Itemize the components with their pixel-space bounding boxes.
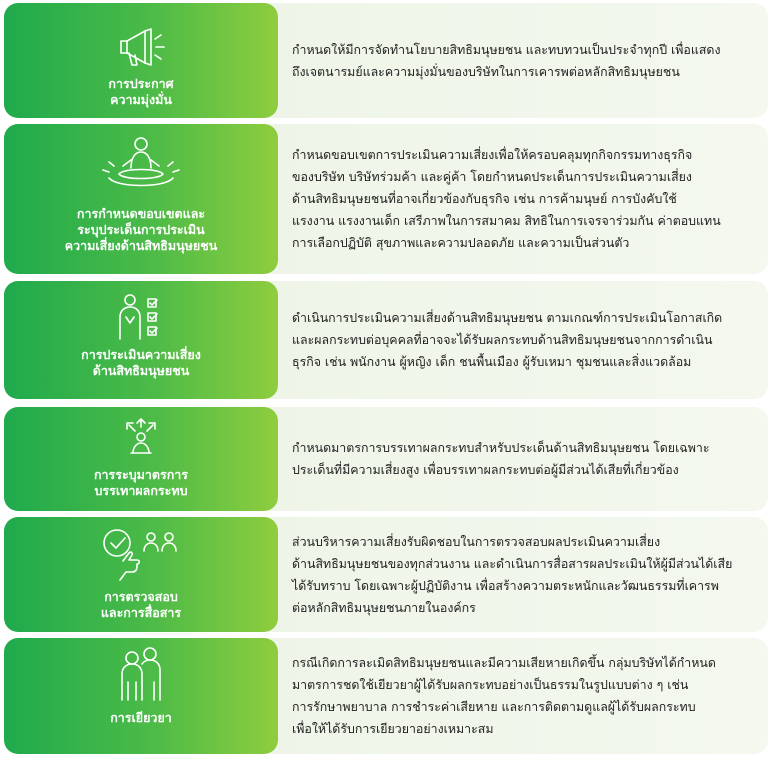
row-description-panel	[266, 517, 768, 632]
process-row-announcement	[4, 3, 768, 118]
process-row-scope	[4, 124, 768, 274]
process-row-assessment	[4, 281, 768, 399]
row-description: กำหนดมาตรการบรรเทาผลกระทบสำหรับประเด็นด้านสิทธิมนุษยชน โดยเฉพาะ ประเด็นที่มีความเสี่ยงสูง เพื่อบรรเทาผลกระทบต่อผู้มีส่วนได้เสียที่เกี่ยวข้อง	[292, 440, 710, 477]
row-title: การเยียวยา	[110, 710, 172, 725]
check-people-icon	[101, 523, 181, 583]
row-title-panel	[4, 517, 278, 632]
process-row-mitigation	[4, 407, 768, 511]
row-description-panel	[266, 281, 768, 399]
row-description: กรณีเกิดการละเมิดสิทธิมนุษยชนและมีความเสียหายเกิดขึ้น กลุ่มบริษัทได้กำหนด มาตรการชดใช้เยียวยาผู้ได้รับผลกระทบอย่างเป็นธรรมในรูปแบบต่าง ๆ เช่น การรักษาพยาบาล การชำระค่าเสียหาย และการติดตามดูแลผู้ได้รับผลกระทบ เพื่อให้ได้รับการเยียวยาอย่างเหมาะสม	[292, 655, 716, 736]
row-description: กำหนดให้มีการจัดทำนโยบายสิทธิมนุษยชน และทบทวนเป็นประจำทุกปี เพื่อแสดง ถึงเจตนารมย์และความมุ่งมั่นของบริษัทในการเคารพต่อหลักสิทธิมนุษยชน	[292, 41, 721, 79]
two-people-icon	[114, 646, 168, 704]
row-title: การกำหนดขอบเขตและ ระบุประเด็นการประเมิน ความเสี่ยงด้านสิทธิมนุษยชน	[64, 206, 218, 253]
megaphone-icon	[111, 23, 171, 71]
row-description: ส่วนบริหารความเสี่ยงรับผิดชอบในการตรวจสอบผลประเมินความเสี่ยง ด้านสิทธิมนุษยชนของทุกส่วนงาน และดำเนินการสื่อสารผลประเมินให้ผู้มีส่วนได้เสีย ได้รับทราบ โดยเฉพาะผู้ปฏิบัติงาน เพื่อสร้างความตระหนักและวัฒนธรรมที่เคารพ ต่อหลักสิทธิมนุษยชนภายในองค์กร	[292, 533, 733, 615]
process-row-monitoring	[4, 517, 768, 632]
row-title-panel	[4, 281, 278, 399]
row-description-panel	[266, 407, 768, 511]
row-title: การประกาศ ความมุ่งมั่น	[108, 76, 174, 107]
row-title: การตรวจสอบ และการสื่อสาร	[100, 589, 182, 620]
row-title-panel	[4, 407, 278, 511]
row-description-panel	[266, 3, 768, 118]
row-description: ดำเนินการประเมินความเสี่ยงด้านสิทธิมนุษยชน ตามเกณฑ์การประเมินโอกาสเกิด และผลกระทบต่อบุคคลที่อาจจะได้รับผลกระทบด้านสิทธิมนุษยชนจากการดำเนิน ธุรกิจ เช่น พนักงาน ผู้หญิง เด็ก ชนพื้นเมือง ผู้รับเหมา ชุมชนและสิ่งแวดล้อม	[292, 310, 723, 369]
row-description: กำหนดขอบเขตการประเมินความเสี่ยงเพื่อให้ครอบคลุมทุกกิจกรรมทางธุรกิจ ของบริษัท บริษัทร่วมค้า และคู่ค้า โดยกำหนดประเด็นการประเมินความเสี่ยง ด้านสิทธิมนุษยชนที่อาจเกี่ยวข้องกับธุรกิจ เช่น การค้ามนุษย์ การบังคับใช้ แรงงาน แรงงานเด็ก เสรีภาพในการสมาคม สิทธิในการเจรจาร่วมกัน ค่าตอบแทน การเลือกปฏิบัติ สุขภาพและความปลอดภัย และความเป็นส่วนตัว	[292, 147, 721, 250]
row-title-panel	[4, 638, 278, 754]
row-title-panel	[4, 124, 278, 274]
meditation-person-icon	[99, 134, 183, 194]
row-title-panel	[4, 3, 278, 118]
row-description-panel	[266, 124, 768, 274]
row-title: การประเมินความเสี่ยง ด้านสิทธิมนุษยชน	[81, 347, 201, 378]
checklist-person-icon	[116, 293, 166, 343]
row-title: การระบุมาตรการ บรรเทาผลกระทบ	[93, 467, 189, 498]
decision-arrows-icon	[123, 417, 159, 457]
row-description-panel	[266, 638, 768, 754]
process-row-remedy	[4, 638, 768, 754]
